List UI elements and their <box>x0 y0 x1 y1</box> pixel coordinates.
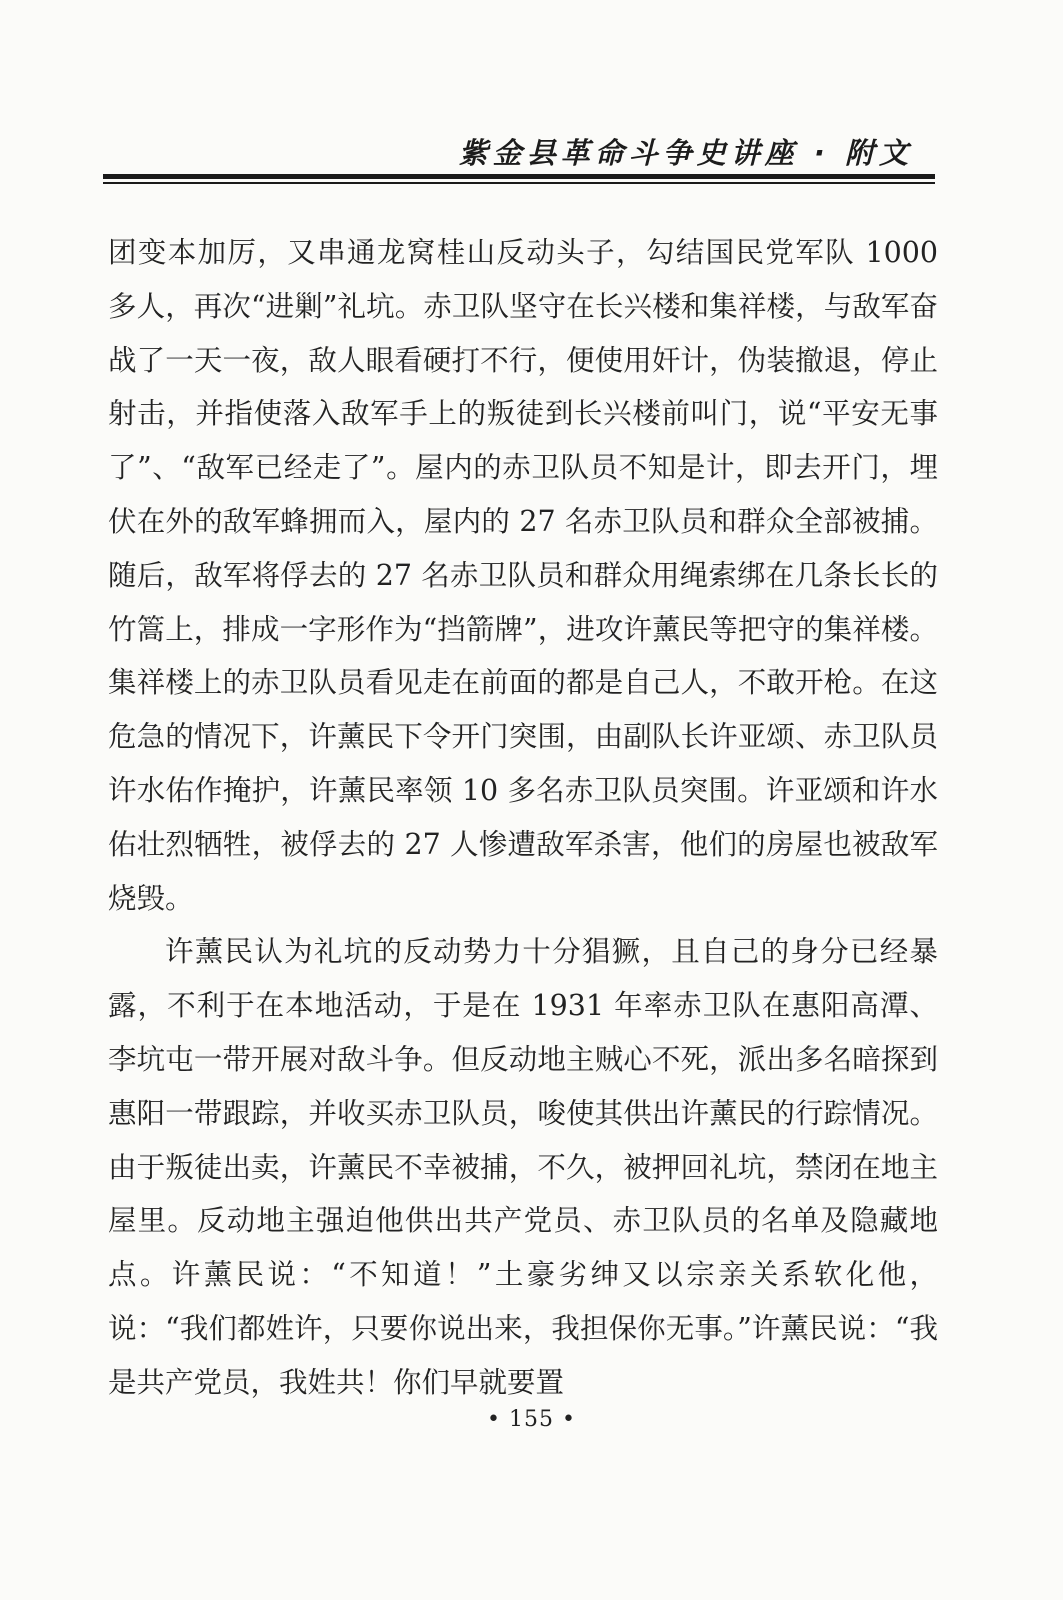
paragraph-continued: 团变本加厉，又串通龙窝桂山反动头子，勾结国民党军队 1000 多人，再次“进剿”礼坑。赤卫队坚守在长兴楼和集祥楼，与敌军奋战了一天一夜，敌人眼看硬打不行，便使用奸计，伪装撤退，停止射击，并指使落入敌军手上的叛徒到长兴楼前叫门，说“平安无事了”、“敌军已经走了”。屋内的赤卫队员不知是计，即去开门，埋伏在外的敌军蜂拥而入，屋内的 27 名赤卫队员和群众全部被捕。随后，敌军将俘去的 27 名赤卫队员和群众用绳索绑在几条长长的竹篙上，排成一字形作为“挡箭牌”，进攻许薰民等把守的集祥楼。集祥楼上的赤卫队员看见走在前面的都是自己人，不敢开枪。在这危急的情况下，许薰民下令开门突围，由副队长许亚颂、赤卫队员许水佑作掩护，许薰民率领 10 多名赤卫队员突围。许亚颂和许水佑壮烈牺牲，被俘去的 27 人惨遭敌军杀害，他们的房屋也被敌军烧毁。 <box>108 236 938 915</box>
page-number: • 155 • <box>487 1407 576 1432</box>
header-rule-thin <box>103 182 935 184</box>
body-text <box>108 226 938 1410</box>
paragraph: 许薰民认为礼坑的反动势力十分猖獗，且自己的身分已经暴露，不利于在本地活动，于是在 1931 年率赤卫队在惠阳高潭、李坑屯一带开展对敌斗争。但反动地主贼心不死，派出多名暗探到惠阳一带跟踪，并收买赤卫队员，唆使其供出许薰民的行踪情况。由于叛徒出卖，许薰民不幸被捕，不久，被押回礼坑，禁闭在地主屋里。反动地主强迫他供出共产党员、赤卫队员的名单及隐藏地点。许薰民说：“不知道！”土豪劣绅又以宗亲关系软化他，说：“我们都姓许，只要你说出来，我担保你无事。”许薰民说：“我是共产党员，我姓共！你们早就要置 <box>108 935 938 1399</box>
header-rule-thick <box>103 174 935 179</box>
running-head-title: 紫金县革命斗争史讲座 · 附文 <box>458 136 913 170</box>
